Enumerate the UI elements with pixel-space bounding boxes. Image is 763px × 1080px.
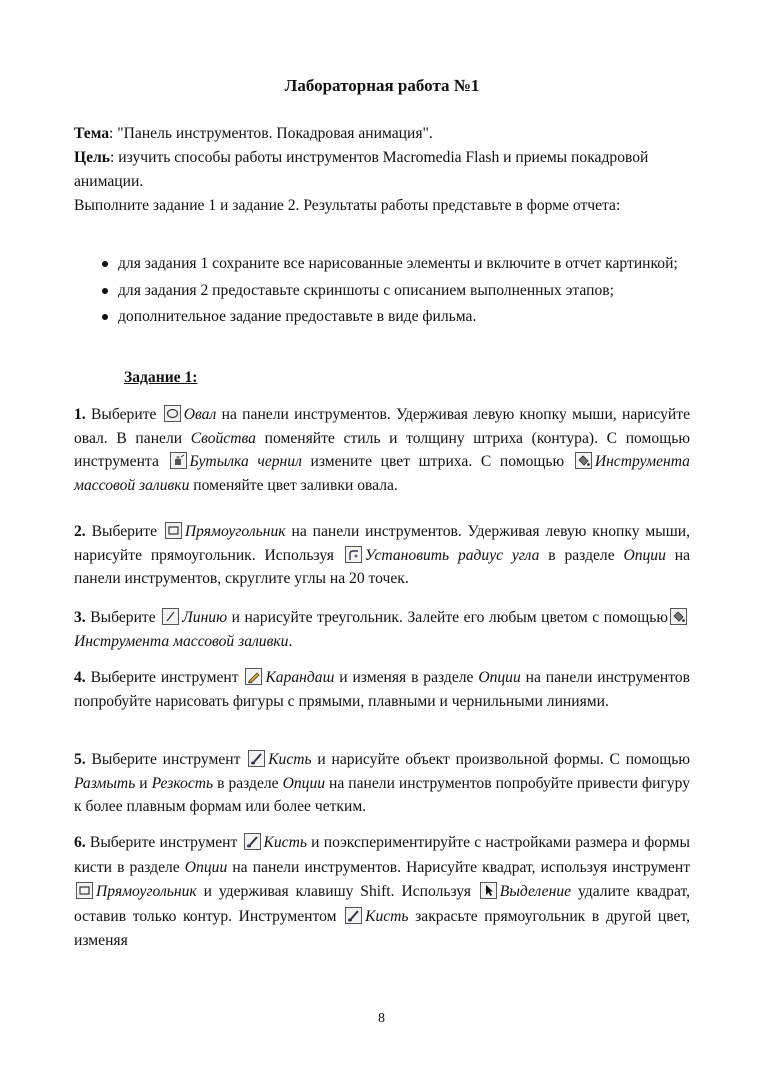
instruction-paragraph: Выполните задание 1 и задание 2. Результаты работы представьте в форме отчета: <box>74 197 621 214</box>
text: Выберите инструмент <box>85 669 244 686</box>
text: в разделе <box>213 774 283 792</box>
list-item: для задания 2 предоставьте скриншоты с описанием выполненных этапов; <box>74 279 690 303</box>
pencil-tool-icon <box>245 668 262 685</box>
paint-bucket-tool-name: Инструмента массовой заливки <box>74 632 289 650</box>
oval-tool-name: Овал <box>183 406 217 423</box>
options-section-name: Опции <box>282 774 326 792</box>
text: измените цвет штриха. С помощью <box>301 453 573 470</box>
ink-bottle-tool-name: Бутылка чернил <box>189 453 302 470</box>
rectangle-tool-icon <box>76 882 93 899</box>
text: на панели инструментов. Удерживая левую кнопку мыши, нарисуйте прямоугольник. Используя <box>74 523 690 564</box>
paint-bucket-icon <box>670 608 687 625</box>
brush-tool-icon <box>345 907 362 924</box>
rectangle-tool-name: Прямоугольник <box>184 523 286 540</box>
oval-tool-icon <box>164 405 181 422</box>
step-6-paragraph <box>74 831 690 954</box>
arrow-select-icon <box>480 882 497 899</box>
rectangle-tool-icon <box>165 522 182 539</box>
step-2-paragraph <box>74 520 690 591</box>
options-section-name: Опции <box>478 669 521 686</box>
text: и нарисуйте объект произвольной формы. С помощью <box>311 751 690 768</box>
text: на панели инструментов, скруглите углы на 20 точек. <box>74 546 690 587</box>
text: Выберите <box>85 523 163 540</box>
list-item: для задания 1 сохраните все нарисованные элементы и включите в отчет картинкой; <box>74 252 690 276</box>
corner-radius-tool-name: Установить радиус угла <box>364 546 540 564</box>
text: закрасьте прямоугольник в другой цвет, изменяя <box>74 907 690 949</box>
theme-text: : "Панель инструментов. Покадровая анимация". <box>109 125 433 142</box>
text: . <box>288 632 293 650</box>
ink-bottle-icon <box>170 452 187 469</box>
theme-line <box>74 122 690 146</box>
text: Выберите <box>85 609 161 626</box>
text: на панели инструментов попробуйте нарисовать фигуры с прямыми, плавными и чернильными линиями. <box>74 669 690 710</box>
goal-label: Цель <box>74 149 111 166</box>
brush-tool-name: Кисть <box>268 751 312 768</box>
brush-tool-name: Кисть <box>365 907 409 925</box>
step-5-paragraph <box>74 748 690 819</box>
line-tool-icon <box>162 608 179 625</box>
paint-bucket-icon <box>575 452 592 469</box>
brush-tool-icon <box>244 833 261 850</box>
text: на панели инструментов. Удерживая левую кнопку мыши, нарисуйте овал. В панели <box>74 406 691 447</box>
text: и <box>135 774 152 792</box>
goal-paragraph <box>74 146 690 193</box>
step-3-paragraph <box>74 606 690 653</box>
step-4-paragraph <box>74 666 690 713</box>
options-section-name: Опции <box>623 546 666 564</box>
text: на панели инструментов. Нарисуйте квадрат, используя инструмент <box>227 858 691 876</box>
list-item: дополнительное задание предоставьте в виде фильма. <box>74 305 690 329</box>
page-title: Лабораторная работа №1 <box>284 76 480 95</box>
step-number: 4. <box>74 669 86 686</box>
text: и нарисуйте треугольник. Залейте его любым цветом с помощью <box>227 609 669 626</box>
options-section-name: Опции <box>184 858 228 876</box>
blur-option-name: Размыть <box>74 774 136 792</box>
step-number: 2. <box>74 523 86 540</box>
rectangle-tool-name: Прямоугольник <box>96 883 197 900</box>
theme-label: Тема <box>74 125 110 142</box>
text: удалите квадрат, оставив только контур. Инструментом <box>74 883 690 925</box>
text: Выберите инструмент <box>85 751 247 768</box>
pencil-tool-name: Карандаш <box>265 669 335 686</box>
brush-tool-icon <box>248 750 265 767</box>
paint-bucket-tool-name: Инструмента массовой заливки <box>74 453 690 494</box>
text: и удерживая клавишу Shift. Используя <box>196 883 478 900</box>
text: на панели инструментов попробуйте привести фигуру к более плавным формам или более четким. <box>74 774 690 815</box>
text: поменяйте цвет заливки овала. <box>189 476 398 494</box>
step-1-paragraph <box>74 403 690 497</box>
line-tool-name: Линию <box>182 609 228 626</box>
text: Выберите <box>85 406 162 423</box>
report-bullet-list <box>74 252 690 329</box>
sharpen-option-name: Резкость <box>151 774 214 792</box>
text: в разделе <box>539 546 624 564</box>
step-number: 5. <box>74 751 86 768</box>
step-number: 1. <box>74 406 86 423</box>
text: и поэкспериментируйте с настройками размера и формы кисти в разделе <box>74 834 690 876</box>
corner-radius-icon <box>345 546 362 563</box>
step-number: 3. <box>74 609 86 626</box>
text: поменяйте стиль и толщину штриха (контура). С помощью инструмента <box>74 429 690 470</box>
goal-text: : изучить способы работы инструментов Macromedia Flash и приемы покадровой анимации. <box>74 149 649 190</box>
properties-panel-name: Свойства <box>190 429 256 447</box>
page-number: 8 <box>378 1011 385 1026</box>
step-number: 6. <box>74 834 86 851</box>
text: и изменяя в разделе <box>334 669 479 686</box>
brush-tool-name: Кисть <box>263 834 307 851</box>
task-heading: Задание 1: <box>124 369 198 386</box>
selection-tool-name: Выделение <box>499 883 572 900</box>
text: Выберите инструмент <box>85 834 242 851</box>
